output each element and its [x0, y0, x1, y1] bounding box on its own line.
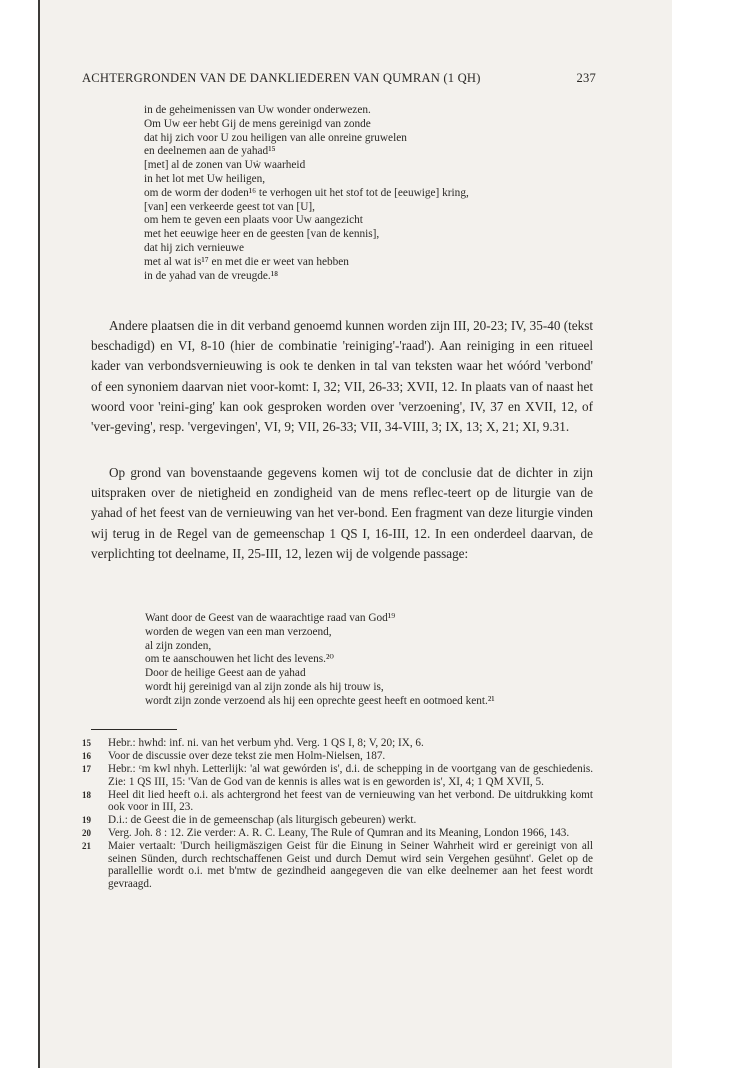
body-paragraph — [91, 463, 593, 564]
footnote-number: 16 — [82, 750, 91, 761]
verse-line: Door de heilige Geest aan de yahad — [145, 667, 306, 680]
verse-line: [met] al de zonen van Uẇ waarheid — [144, 159, 306, 172]
footnote-text: Voor de discussie over deze tekst zie men Holm-Nielsen, 187. — [108, 749, 386, 762]
verse-line: om de worm der doden¹⁶ te verhogen uit het stof tot de [eeuwige] kring, — [144, 186, 469, 199]
verse-line: met het eeuwige heer en de geesten [van de kennis], — [144, 228, 380, 241]
body-paragraph — [91, 316, 593, 437]
verse-line: in de geheimenissen van Uw wonder onderwezen. — [144, 104, 371, 116]
footnotes — [82, 737, 593, 891]
footnote-text: Verg. Joh. 8 : 12. Zie verder: A. R. C. Leany, The Rule of Qumran and its Meaning, London 1966, 143. — [108, 827, 570, 840]
footnote-text: D.i.: de Geest die in de gemeenschap (als liturgisch gebeuren) werkt. — [108, 814, 417, 827]
footnote — [82, 750, 593, 763]
verse-line: dat hij zich voor U zou heiligen van alle onreine gruwelen — [144, 131, 407, 144]
verse-line: Om Uw eer hebt Gij de mens gereinigd van zonde — [144, 117, 371, 130]
paragraph-text: Andere plaatsen die in dit verband genoemd kunnen worden zijn III, 20-23; IV, 35-40 (tekst beschadigd) en VI, 8-10 (hier de combinatie 'reiniging'-'raad'). Aan reiniging in een ritueel kader van verbondsvernieuwing is ook te denken in tal van teksten waar het wóórd 'verbond' of een synoniem daarvan niet voor-komt: I, 32; VII, 26-33; XVII, 12. In plaats van of naast het woord voor 'reini-ging' kan ook gesproken worden over 'verzoening', IV, 37 en XVII, 12, of 'ver-geving', resp. 'vergevingen', VI, 9; VII, 26-33; VII, 34-VIII, 3; IX, 13; X, 21; XI, 9.31. — [91, 318, 594, 435]
verse-line: om hem te geven een plaats voor Uw aangezicht — [144, 214, 363, 227]
quoted-rule-passage — [145, 612, 495, 709]
quoted-hymn-excerpt — [144, 104, 469, 283]
running-title: ACHTERGRONDEN VAN DE DANKLIEDEREN VAN QUMRAN (1 QH) — [82, 71, 481, 85]
footnote-text: Maier vertaalt: 'Durch heiligmäszigen Geist für die Einung in Seiner Wahrheit wird er gereinigt von all seinen Sünden, durch rechtschaffenen Geist und durch Demut wird sein Vergehen gesühnt'. Gelet op de parallellie wordt o.i. met b'mtw de gezindheid aangegeven die van elke deelnemer aan het feest wordt gevraagd. — [108, 840, 593, 890]
page-number: 237 — [576, 71, 596, 85]
verse-line: [van] een verkeerde geest tot van [U], — [144, 200, 315, 213]
footnote — [82, 827, 593, 840]
footnote-text: Hebr.: hwhd: inf. ni. van het verbum yhd. Verg. 1 QS I, 8; V, 20; IX, 6. — [108, 737, 424, 749]
verse-line: om te aanschouwen het licht des levens.²⁰ — [145, 653, 334, 666]
footnote — [82, 814, 593, 827]
footnote-text: Heel dit lied heeft o.i. als achtergrond het feest van de vernieuwing van het verbond. De uitdrukking komt ook voor in III, 23. — [108, 788, 593, 814]
footnote — [82, 840, 593, 890]
footnote-number: 18 — [82, 789, 91, 800]
footnote-separator — [91, 729, 177, 730]
paragraph-text: Op grond van bovenstaande gegevens komen wij tot de conclusie dat de dichter in zijn uitspraken over de nietigheid en zondigheid van de mens reflec-teert op de liturgie van de yahad of het feest van de vernieuwing van het ver-bond. Een fragment van deze liturgie vinden wij terug in de Regel van de gemeenschap 1 QS I, 16-III, 12. In een onderdeel daarvan, de verplichting tot deelname, II, 25-III, 12, lezen wij de volgende passage: — [91, 465, 594, 561]
verse-line: wordt hij gereinigd van al zijn zonde als hij trouw is, — [145, 680, 384, 693]
footnote-number: 19 — [82, 815, 91, 826]
footnote-number: 17 — [82, 763, 91, 774]
footnote — [82, 789, 593, 814]
footnote-number: 21 — [82, 841, 91, 852]
verse-line: en deelnemen aan de yahad¹⁵ — [144, 145, 276, 158]
footnote — [82, 737, 593, 750]
verse-line: dat hij zich vernieuwe — [144, 241, 245, 254]
footnote-number: 15 — [82, 738, 91, 748]
footnote-number: 20 — [82, 828, 91, 839]
verse-line: worden de wegen van een man verzoend, — [145, 625, 332, 638]
verse-line: Want door de Geest van de waarachtige raad van God¹⁹ — [145, 612, 396, 624]
verse-line: met al wat is¹⁷ en met die er weet van hebben — [144, 255, 349, 268]
verse-line: in de yahad van de vreugde.¹⁸ — [144, 269, 279, 282]
footnote-text: Hebr.: ᶜm kwl nhyh. Letterlijk: 'al wat gewórden is', d.i. de schepping in de voortgang van de geschiedenis. Zie: 1 QS III, 15: 'Van de God van de kennis is alles wat is en geworden is', XI, 4; 1 QM XVII, 5. — [108, 762, 593, 788]
verse-line: in het lot met Uw heiligen, — [144, 172, 266, 185]
footnote — [82, 763, 593, 788]
verse-line: wordt zijn zonde verzoend als hij een oprechte geest heeft en ootmoed kent.²¹ — [145, 694, 495, 707]
verse-line: al zijn zonden, — [145, 639, 212, 652]
